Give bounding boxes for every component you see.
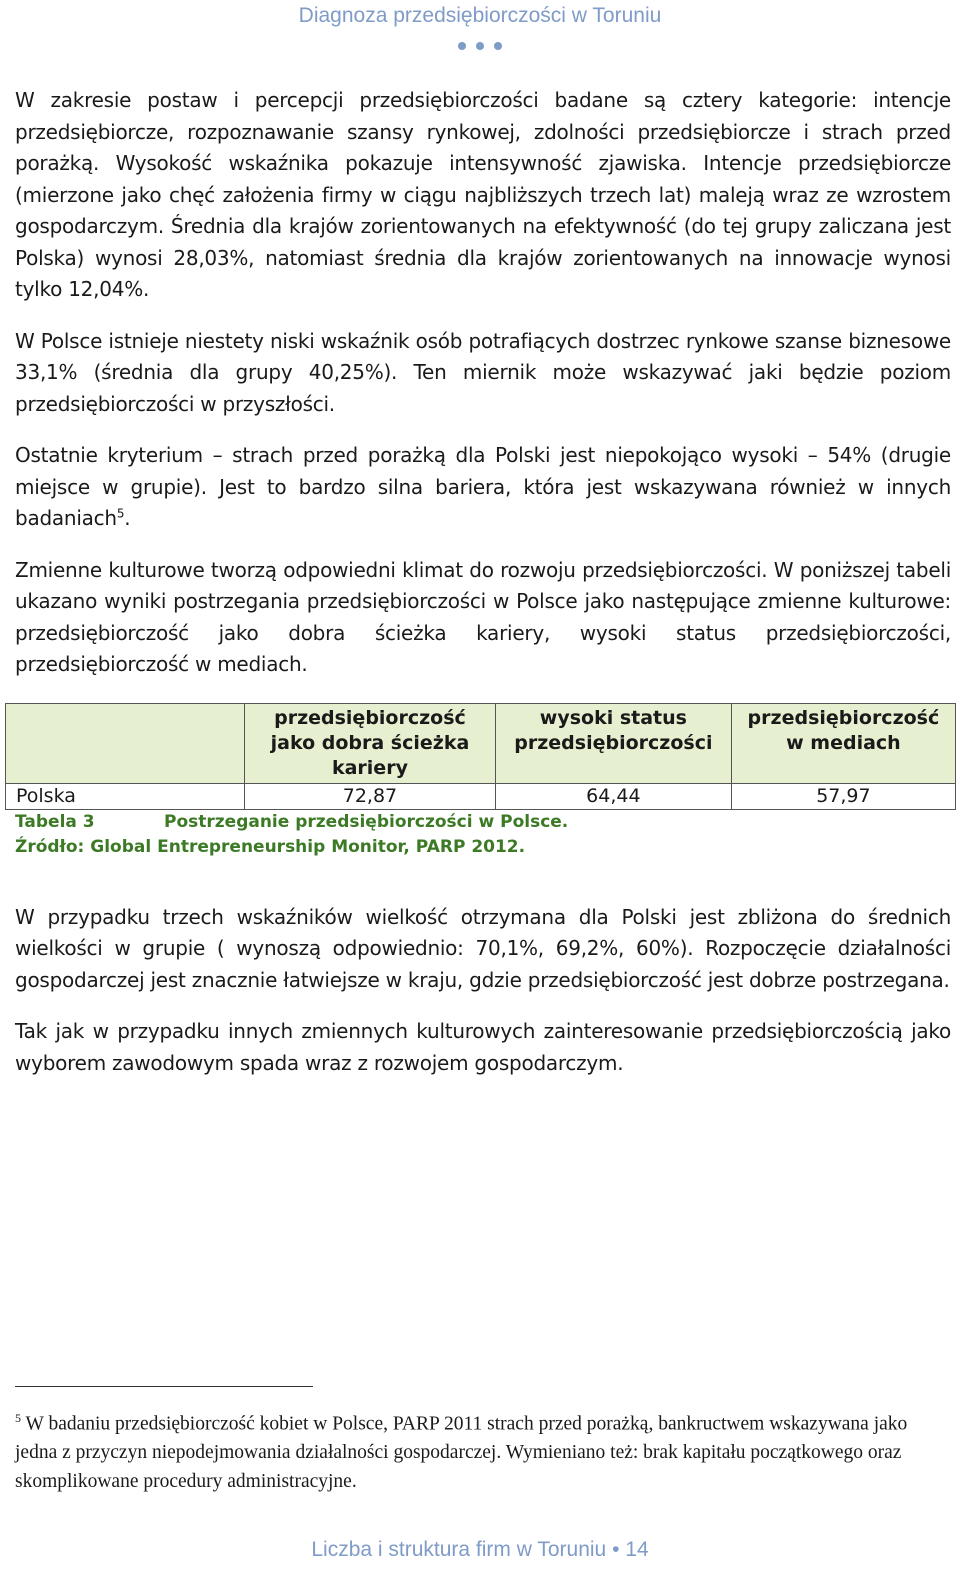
table-header-cell: przedsiębiorczość jako dobra ścieżka kariery bbox=[245, 703, 496, 783]
perception-table bbox=[5, 703, 956, 810]
table-source: Źródło: Global Entrepreneurship Monitor, PARP 2012. bbox=[15, 836, 526, 857]
table-cell-value: 57,97 bbox=[731, 783, 955, 809]
footnote-reference[interactable]: 5 bbox=[116, 506, 125, 521]
table-header-cell bbox=[6, 703, 245, 783]
paragraph-cultural-variables: Zmienne kulturowe tworzą odpowiedni klimat do rozwoju przedsiębiorczości. W poniższej tabeli ukazano wyniki postrzegania przedsiębiorczości w Polsce jako następujące zmienne kulturowe: przedsiębiorczość jako dobra ścieżka kariery, wysoki status przedsiębiorczości, przedsiębiorczość w mediach. bbox=[15, 557, 951, 676]
table-caption-text: Postrzeganie przedsiębiorczości w Polsce. bbox=[164, 811, 569, 832]
table-caption bbox=[15, 810, 951, 835]
table-cell-country: Polska bbox=[6, 783, 245, 809]
table-caption-label: Tabela 3 bbox=[15, 811, 95, 832]
paragraph-career-choice: Tak jak w przypadku innych zmiennych kulturowych zainteresowanie przedsiębiorczością jako wyborem zawodowym spada wraz z rozwojem gospodarczym. bbox=[15, 1019, 951, 1075]
paragraph-opportunities: W Polsce istnieje niestety niski wskaźnik osób potrafiących dostrzec rynkowe szanse biznesowe 33,1% (średnia dla grupy 40,25%). Ten miernik może wskazywać jaki będzie poziom przedsiębiorczości w przyszłości. bbox=[15, 328, 951, 416]
table-header-row bbox=[6, 703, 956, 783]
table-row bbox=[6, 783, 956, 809]
bottom-paragraphs bbox=[15, 902, 951, 1080]
paragraph-comparison: W przypadku trzech wskaźników wielkość otrzymana dla Polski jest zbliżona do średnich wielkości w grupie ( wynoszą odpowiednio: 70,1%, 69,2%, 60%). Rozpoczęcie działalności gospodarczej jest znacznie łatwiejsze w kraju, gdzie przedsiębiorczość jest dobrze postrzegana. bbox=[15, 904, 951, 992]
paragraph-fear-of-failure bbox=[15, 440, 951, 535]
footnote-number: 5 bbox=[15, 1411, 21, 1425]
header-dots-decoration bbox=[0, 42, 960, 50]
document-body bbox=[15, 85, 951, 1099]
footnote-divider bbox=[15, 1386, 313, 1387]
page-header-title: Diagnoza przedsiębiorczości w Toruniu bbox=[298, 4, 662, 27]
footnote bbox=[15, 1404, 951, 1496]
table-cell-value: 72,87 bbox=[245, 783, 496, 809]
paragraph-fear-text: Ostatnie kryterium – strach przed porażką dla Polski jest niepokojąco wysoki – 54% (drugie miejsce w grupie). Jest to bardzo silna bariera, która jest wskazywana również w innych badaniach bbox=[15, 443, 951, 530]
paragraph-fear-end: . bbox=[124, 506, 131, 530]
page-footer: Liczba i struktura firm w Toruniu • 14 bbox=[311, 1538, 649, 1561]
dot-icon bbox=[494, 42, 502, 50]
footnote-text: W badaniu przedsiębiorczość kobiet w Polsce, PARP 2011 strach przed porażką, bankructwem wskazywana jako jedna z przyczyn niepodejmowania działalności gospodarczej. Wymieniano też: brak kapitału początkowego oraz skomplikowane procedury administracyjne. bbox=[15, 1413, 908, 1492]
paragraph-attitudes: W zakresie postaw i percepcji przedsiębiorczości badane są cztery kategorie: intencje przedsiębiorcze, rozpoznawanie szansy rynkowej, zdolności przedsiębiorcze i strach przed porażką. Wysokość wskaźnika pokazuje intensywność zjawiska. Intencje przedsiębiorcze (mierzone jako chęć założenia firmy w ciągu najbliższych trzech lat) maleją wraz ze wzrostem gospodarczym. Średnia dla krajów zorientowanych na efektywność (do tej grupy zaliczana jest Polska) wynosi 28,03%, natomiast średnia dla krajów zorientowanych na innowacje wynosi tylko 12,04%. bbox=[15, 88, 951, 301]
dot-icon bbox=[476, 42, 484, 50]
table-header-cell: wysoki status przedsiębiorczości bbox=[495, 703, 731, 783]
dot-icon bbox=[458, 42, 466, 50]
table-cell-value: 64,44 bbox=[495, 783, 731, 809]
table-header-cell: przedsiębiorczość w mediach bbox=[731, 703, 955, 783]
